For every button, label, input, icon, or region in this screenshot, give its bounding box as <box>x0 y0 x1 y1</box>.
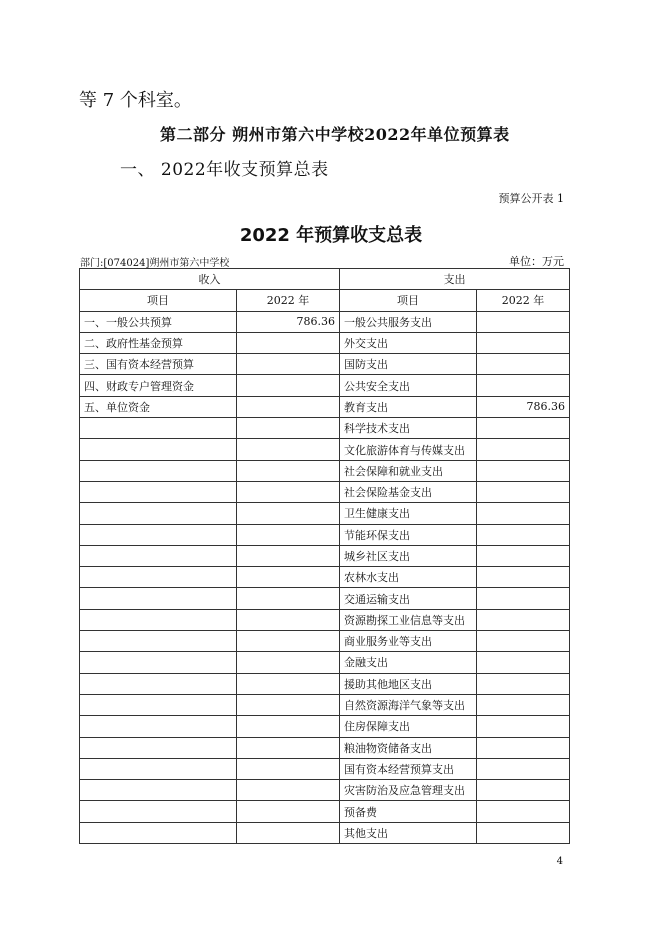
income-value-cell <box>237 545 340 566</box>
income-item-cell <box>80 439 237 460</box>
expense-value-cell <box>477 801 570 822</box>
expense-value-cell <box>477 439 570 460</box>
income-value-cell <box>237 694 340 715</box>
budget-summary-table <box>79 268 570 844</box>
expense-year-column-header: 2022 年 <box>477 290 570 311</box>
table-row <box>80 311 570 332</box>
unit-label: 单位：万元 <box>509 255 564 268</box>
table-row <box>80 418 570 439</box>
income-value-cell <box>237 460 340 481</box>
expense-value-cell <box>477 354 570 375</box>
expense-value-cell <box>477 631 570 652</box>
table-group-header-row <box>80 269 570 290</box>
table-row <box>80 631 570 652</box>
expense-value-cell: 786.36 <box>477 396 570 417</box>
table-row <box>80 332 570 353</box>
income-value-cell <box>237 758 340 779</box>
table-row <box>80 439 570 460</box>
expense-item-cell: 科学技术支出 <box>340 418 477 439</box>
income-value-cell <box>237 631 340 652</box>
income-value-cell <box>237 716 340 737</box>
income-item-cell <box>80 545 237 566</box>
expense-item-cell: 商业服务业等支出 <box>340 631 477 652</box>
income-item-cell <box>80 524 237 545</box>
expense-item-cell: 预备费 <box>340 801 477 822</box>
table-row <box>80 588 570 609</box>
table-row <box>80 481 570 502</box>
income-item-cell <box>80 418 237 439</box>
income-value-cell <box>237 396 340 417</box>
income-item-cell <box>80 694 237 715</box>
table-row <box>80 354 570 375</box>
expense-item-cell: 一般公共服务支出 <box>340 311 477 332</box>
expense-item-cell: 外交支出 <box>340 332 477 353</box>
expense-item-cell: 文化旅游体育与传媒支出 <box>340 439 477 460</box>
table-title: 2022 年预算收支总表 <box>239 225 423 246</box>
income-item-cell: 三、国有资本经营预算 <box>80 354 237 375</box>
expense-value-cell <box>477 588 570 609</box>
expense-item-cell: 农林水支出 <box>340 567 477 588</box>
expense-item-cell: 卫生健康支出 <box>340 503 477 524</box>
expense-item-cell: 国有资本经营预算支出 <box>340 758 477 779</box>
expense-item-cell: 资源勘探工业信息等支出 <box>340 609 477 630</box>
expense-value-cell <box>477 418 570 439</box>
expense-value-cell <box>477 311 570 332</box>
expense-value-cell <box>477 460 570 481</box>
expense-item-cell: 自然资源海洋气象等支出 <box>340 694 477 715</box>
expense-group-header: 支出 <box>340 269 570 290</box>
table-code-label: 预算公开表 1 <box>498 192 564 205</box>
expense-item-cell: 住房保障支出 <box>340 716 477 737</box>
table-row <box>80 758 570 779</box>
expense-item-cell: 公共安全支出 <box>340 375 477 396</box>
table-row <box>80 375 570 396</box>
income-value-cell <box>237 588 340 609</box>
table-row <box>80 737 570 758</box>
expense-item-cell: 其他支出 <box>340 822 477 843</box>
expense-item-cell: 粮油物资储备支出 <box>340 737 477 758</box>
income-item-cell <box>80 503 237 524</box>
income-item-cell <box>80 673 237 694</box>
expense-value-cell <box>477 758 570 779</box>
expense-item-cell: 国防支出 <box>340 354 477 375</box>
table-row <box>80 673 570 694</box>
expense-value-cell <box>477 822 570 843</box>
expense-item-cell: 交通运输支出 <box>340 588 477 609</box>
income-value-cell <box>237 418 340 439</box>
income-item-cell: 二、政府性基金预算 <box>80 332 237 353</box>
expense-value-cell <box>477 652 570 673</box>
expense-value-cell <box>477 375 570 396</box>
table-row <box>80 567 570 588</box>
expense-value-cell <box>477 332 570 353</box>
income-item-cell <box>80 716 237 737</box>
table-row <box>80 460 570 481</box>
section-heading: 一、 2022年收支预算总表 <box>120 160 329 180</box>
income-item-cell <box>80 652 237 673</box>
expense-item-cell: 节能环保支出 <box>340 524 477 545</box>
table-row <box>80 716 570 737</box>
table-row <box>80 822 570 843</box>
table-row <box>80 524 570 545</box>
department-label: 部门:[074024]朔州市第六中学校 <box>80 258 230 269</box>
income-value-cell <box>237 801 340 822</box>
expense-value-cell <box>477 567 570 588</box>
expense-value-cell <box>477 609 570 630</box>
table-row <box>80 694 570 715</box>
income-item-cell: 一、一般公共预算 <box>80 311 237 332</box>
intro-line: 等 7 个科室。 <box>79 90 192 111</box>
expense-value-cell <box>477 737 570 758</box>
income-value-cell <box>237 822 340 843</box>
expense-value-cell <box>477 694 570 715</box>
table-row <box>80 780 570 801</box>
expense-value-cell <box>477 481 570 502</box>
expense-item-cell: 援助其他地区支出 <box>340 673 477 694</box>
expense-value-cell <box>477 716 570 737</box>
income-item-cell <box>80 460 237 481</box>
income-item-cell <box>80 758 237 779</box>
income-item-cell <box>80 481 237 502</box>
income-value-cell <box>237 375 340 396</box>
income-value-cell <box>237 609 340 630</box>
income-value-cell <box>237 524 340 545</box>
income-item-column-header: 项目 <box>80 290 237 311</box>
income-value-cell <box>237 737 340 758</box>
table-row <box>80 652 570 673</box>
expense-value-cell <box>477 545 570 566</box>
income-value-cell <box>237 673 340 694</box>
expense-item-cell: 教育支出 <box>340 396 477 417</box>
expense-item-cell: 城乡社区支出 <box>340 545 477 566</box>
expense-value-cell <box>477 673 570 694</box>
income-item-cell <box>80 737 237 758</box>
income-value-cell <box>237 780 340 801</box>
expense-item-cell: 社会保险基金支出 <box>340 481 477 502</box>
table-row <box>80 503 570 524</box>
income-item-cell: 四、财政专户管理资金 <box>80 375 237 396</box>
table-row <box>80 801 570 822</box>
table-row <box>80 396 570 417</box>
expense-value-cell <box>477 780 570 801</box>
part-title: 第二部分 朔州市第六中学校2022年单位预算表 <box>160 125 510 144</box>
income-year-column-header: 2022 年 <box>237 290 340 311</box>
income-item-cell: 五、单位资金 <box>80 396 237 417</box>
table-row <box>80 545 570 566</box>
expense-item-cell: 灾害防治及应急管理支出 <box>340 780 477 801</box>
income-item-cell <box>80 780 237 801</box>
income-value-cell <box>237 481 340 502</box>
income-value-cell <box>237 567 340 588</box>
expense-value-cell <box>477 524 570 545</box>
expense-value-cell <box>477 503 570 524</box>
income-value-cell <box>237 439 340 460</box>
income-item-cell <box>80 609 237 630</box>
income-item-cell <box>80 567 237 588</box>
income-value-cell: 786.36 <box>237 311 340 332</box>
income-value-cell <box>237 503 340 524</box>
income-item-cell <box>80 822 237 843</box>
income-value-cell <box>237 652 340 673</box>
income-group-header: 收入 <box>80 269 340 290</box>
income-item-cell <box>80 801 237 822</box>
table-column-header-row <box>80 290 570 311</box>
expense-item-cell: 社会保障和就业支出 <box>340 460 477 481</box>
expense-item-cell: 金融支出 <box>340 652 477 673</box>
page-number: 4 <box>556 856 563 867</box>
table-row <box>80 609 570 630</box>
income-item-cell <box>80 631 237 652</box>
expense-item-column-header: 项目 <box>340 290 477 311</box>
income-value-cell <box>237 354 340 375</box>
income-value-cell <box>237 332 340 353</box>
income-item-cell <box>80 588 237 609</box>
